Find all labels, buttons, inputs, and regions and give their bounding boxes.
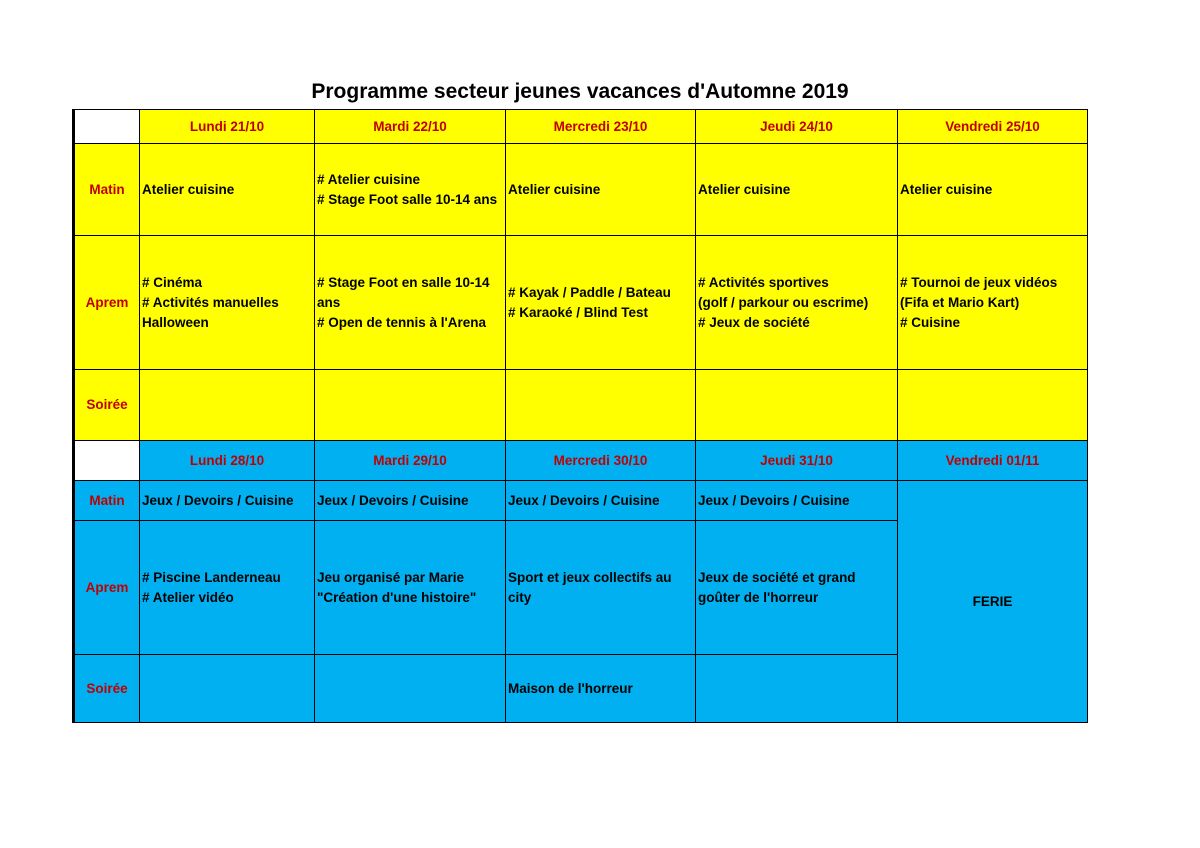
week2-day-header: Lundi 28/10 (140, 441, 315, 481)
schedule-table (72, 109, 1088, 723)
activity-cell: Jeux / Devoirs / Cuisine (506, 481, 696, 521)
activity-cell (315, 370, 506, 441)
week1-day-header: Lundi 21/10 (140, 110, 315, 144)
week1-corner-cell (74, 110, 140, 144)
week2-day-header: Mardi 29/10 (315, 441, 506, 481)
slot-label-soiree: Soirée (74, 655, 140, 723)
week1-day-header: Mardi 22/10 (315, 110, 506, 144)
activity-cell: # Cinéma # Activités manuelles Halloween (140, 236, 315, 370)
activity-cell (696, 370, 898, 441)
activity-cell: # Tournoi de jeux vidéos (Fifa et Mario Kart) # Cuisine (898, 236, 1088, 370)
week1-day-header: Mercredi 23/10 (506, 110, 696, 144)
week1-matin-row (74, 144, 1088, 236)
activity-cell: Jeux / Devoirs / Cuisine (696, 481, 898, 521)
activity-cell: Jeu organisé par Marie "Création d'une histoire" (315, 521, 506, 655)
activity-cell: # Stage Foot en salle 10-14 ans # Open de tennis à l'Arena (315, 236, 506, 370)
ferie-cell: FERIE (898, 481, 1088, 723)
activity-cell (315, 655, 506, 723)
week1-soiree-row (74, 370, 1088, 441)
activity-cell: Atelier cuisine (140, 144, 315, 236)
slot-label-matin: Matin (74, 481, 140, 521)
week1-aprem-row (74, 236, 1088, 370)
week2-day-header: Jeudi 31/10 (696, 441, 898, 481)
activity-cell: Atelier cuisine (696, 144, 898, 236)
activity-cell: # Activités sportives (golf / parkour ou escrime) # Jeux de société (696, 236, 898, 370)
activity-cell: Sport et jeux collectifs au city (506, 521, 696, 655)
activity-cell (140, 370, 315, 441)
activity-cell: # Piscine Landerneau # Atelier vidéo (140, 521, 315, 655)
slot-label-soiree: Soirée (74, 370, 140, 441)
week2-header-row (74, 441, 1088, 481)
week2-matin-row (74, 481, 1088, 521)
activity-cell: Maison de l'horreur (506, 655, 696, 723)
activity-cell: Atelier cuisine (506, 144, 696, 236)
activity-cell: Atelier cuisine (898, 144, 1088, 236)
activity-cell: Jeux de société et grand goûter de l'horreur (696, 521, 898, 655)
slot-label-matin: Matin (74, 144, 140, 236)
activity-cell: # Atelier cuisine # Stage Foot salle 10-14 ans (315, 144, 506, 236)
activity-cell: Jeux / Devoirs / Cuisine (315, 481, 506, 521)
week2-day-header: Mercredi 30/10 (506, 441, 696, 481)
activity-cell (898, 370, 1088, 441)
page-title: Programme secteur jeunes vacances d'Automne 2019 (311, 80, 849, 103)
week1-day-header: Vendredi 25/10 (898, 110, 1088, 144)
week1-header-row (74, 110, 1088, 144)
slot-label-aprem: Aprem (74, 236, 140, 370)
week2-corner-cell (74, 441, 140, 481)
week2-day-header: Vendredi 01/11 (898, 441, 1088, 481)
week1-day-header: Jeudi 24/10 (696, 110, 898, 144)
activity-cell (696, 655, 898, 723)
activity-cell: Jeux / Devoirs / Cuisine (140, 481, 315, 521)
slot-label-aprem: Aprem (74, 521, 140, 655)
activity-cell: # Kayak / Paddle / Bateau # Karaoké / Blind Test (506, 236, 696, 370)
activity-cell (506, 370, 696, 441)
activity-cell (140, 655, 315, 723)
